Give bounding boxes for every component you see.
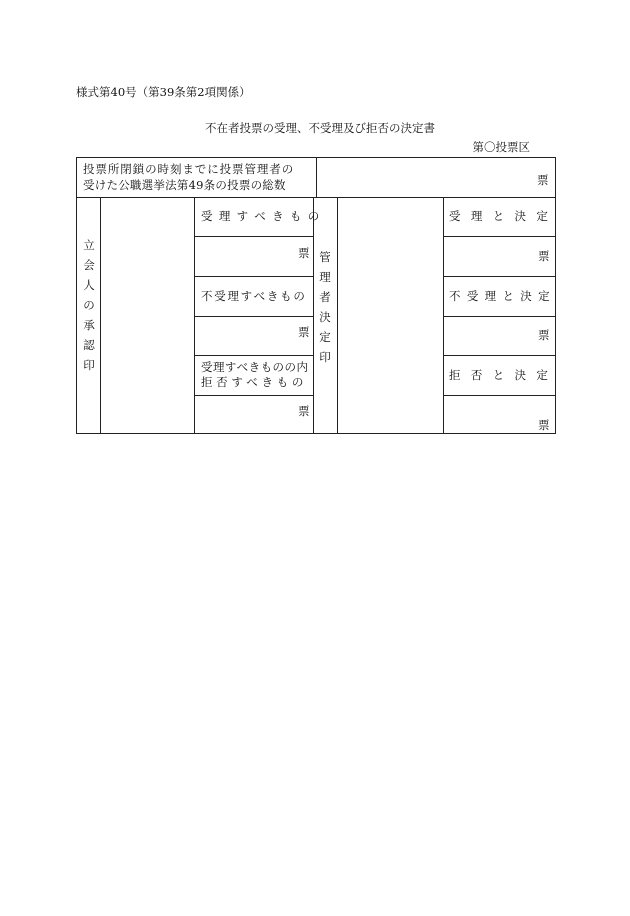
row-1-right-label: 受理と決定: [449, 209, 559, 223]
witness-seal-label: 立会人の承認印: [83, 238, 95, 372]
row-2-right-label: 不受理と決定: [449, 289, 556, 303]
row-1-right-unit: 票: [538, 249, 550, 263]
total-votes-label-line2: 受けた公職選挙法第49条の投票の総数: [83, 178, 286, 192]
row-1-unit: 票: [298, 246, 310, 260]
row-3-right-unit: 票: [538, 418, 550, 432]
row-3-right-label: 拒否と決定: [449, 368, 559, 382]
form-number: 様式第40号（第39条第2項関係）: [76, 85, 251, 99]
document-title: 不在者投票の受理、不受理及び拒否の決定書: [205, 121, 435, 135]
total-votes-unit: 票: [537, 173, 549, 187]
total-votes-label-line1: 投票所閉鎖の時刻までに投票管理者の: [83, 162, 295, 176]
decision-table: [76, 157, 559, 434]
row-3-left-label-line1: 受理すべきものの内: [201, 360, 309, 374]
row-3-left-label-line2: 拒否すべきもの: [201, 375, 308, 389]
row-2-right-unit: 票: [538, 328, 550, 342]
polling-district: 第〇投票区: [472, 140, 530, 154]
manager-seal-label: 管理者決定印: [319, 250, 331, 364]
row-2-left-label: 不受理すべきもの: [201, 289, 307, 303]
row-1-left-label: 受理すべきもの: [201, 209, 326, 223]
row-3-unit: 票: [298, 404, 310, 418]
row-2-unit: 票: [298, 325, 310, 339]
